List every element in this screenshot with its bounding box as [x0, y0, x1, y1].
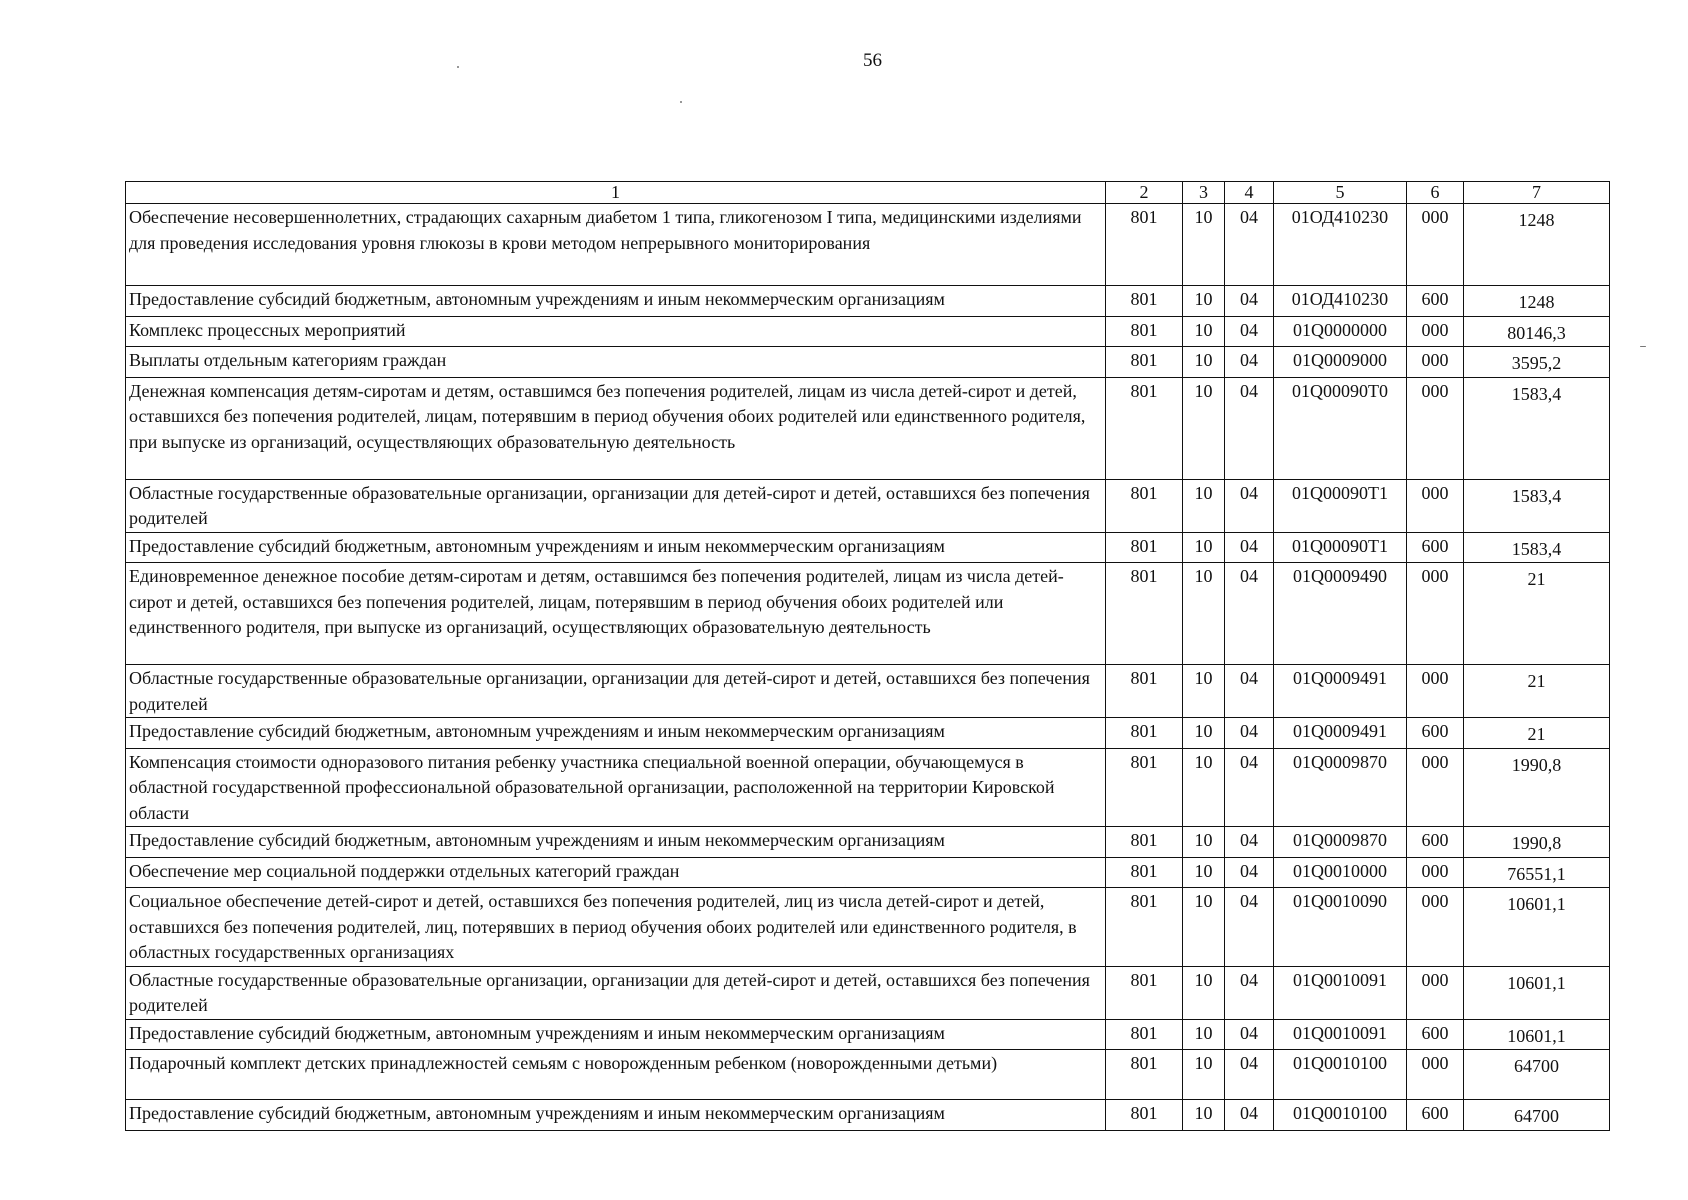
row-col-6: 000 [1407, 347, 1464, 378]
table-row [126, 748, 1610, 827]
row-col-4: 04 [1225, 1100, 1274, 1131]
header-col-7: 7 [1464, 182, 1610, 204]
row-col-6: 000 [1407, 316, 1464, 347]
row-col-5: 01Q0009000 [1274, 347, 1407, 378]
row-col-4: 04 [1225, 563, 1274, 665]
row-col-4: 04 [1225, 347, 1274, 378]
row-col-7: 21 [1464, 665, 1610, 718]
table-row [126, 479, 1610, 532]
table-row [126, 347, 1610, 378]
header-col-2: 2 [1106, 182, 1183, 204]
row-col-5: 01Q0010000 [1274, 857, 1407, 888]
header-col-1: 1 [126, 182, 1106, 204]
header-col-3: 3 [1183, 182, 1225, 204]
row-col-4: 04 [1225, 286, 1274, 317]
row-col-6: 000 [1407, 1050, 1464, 1100]
row-col-7: 1248 [1464, 286, 1610, 317]
row-col-5: 01Q0010100 [1274, 1050, 1407, 1100]
row-name: Предоставление субсидий бюджетным, автономным учреждениям и иным некоммерческим организациям [126, 532, 1106, 563]
row-name: Областные государственные образовательные организации, организации для детей-сирот и детей, оставшихся без попечения родителей [126, 665, 1106, 718]
row-name: Социальное обеспечение детей-сирот и детей, оставшихся без попечения родителей, лиц из числа детей-сирот и детей, оставшихся без попечения родителей, лиц, потерявших в период обучения обоих родителей или единственного родителя, в областных государственных организациях [126, 888, 1106, 967]
row-col-7: 1990,8 [1464, 827, 1610, 858]
row-col-5: 01Q0010100 [1274, 1100, 1407, 1131]
row-col-2: 801 [1106, 857, 1183, 888]
row-col-3: 10 [1183, 1100, 1225, 1131]
row-col-4: 04 [1225, 1019, 1274, 1050]
row-col-2: 801 [1106, 1100, 1183, 1131]
row-col-2: 801 [1106, 563, 1183, 665]
row-col-4: 04 [1225, 377, 1274, 479]
row-col-4: 04 [1225, 204, 1274, 286]
row-col-5: 01Q0009490 [1274, 563, 1407, 665]
header-col-6: 6 [1407, 182, 1464, 204]
row-col-7: 64700 [1464, 1100, 1610, 1131]
row-col-4: 04 [1225, 665, 1274, 718]
row-col-6: 000 [1407, 888, 1464, 967]
row-name: Областные государственные образовательные организации, организации для детей-сирот и детей, оставшихся без попечения родителей [126, 966, 1106, 1019]
row-col-3: 10 [1183, 1019, 1225, 1050]
row-name: Обеспечение несовершеннолетних, страдающих сахарным диабетом 1 типа, гликогенозом I типа, медицинскими изделиями для проведения исследования уровня глюкозы в крови методом непрерывного мониторирования [126, 204, 1106, 286]
row-col-4: 04 [1225, 532, 1274, 563]
row-name: Подарочный комплект детских принадлежностей семьям с новорожденным ребенком (новорожденными детьми) [126, 1050, 1106, 1100]
row-col-7: 1248 [1464, 204, 1610, 286]
row-col-3: 10 [1183, 748, 1225, 827]
row-name: Предоставление субсидий бюджетным, автономным учреждениям и иным некоммерческим организациям [126, 1019, 1106, 1050]
row-name: Выплаты отдельным категориям граждан [126, 347, 1106, 378]
table-row [126, 966, 1610, 1019]
row-col-7: 3595,2 [1464, 347, 1610, 378]
table-row [126, 718, 1610, 749]
row-col-4: 04 [1225, 888, 1274, 967]
row-col-4: 04 [1225, 316, 1274, 347]
row-col-2: 801 [1106, 1050, 1183, 1100]
row-col-4: 04 [1225, 718, 1274, 749]
budget-table [125, 181, 1610, 1131]
row-col-6: 600 [1407, 1019, 1464, 1050]
row-col-5: 01Q00090T0 [1274, 377, 1407, 479]
row-col-2: 801 [1106, 347, 1183, 378]
row-col-6: 000 [1407, 665, 1464, 718]
table-row [126, 563, 1610, 665]
row-col-3: 10 [1183, 204, 1225, 286]
row-col-4: 04 [1225, 966, 1274, 1019]
table-row [126, 827, 1610, 858]
row-col-7: 76551,1 [1464, 857, 1610, 888]
row-col-5: 01ОД410230 [1274, 204, 1407, 286]
row-col-2: 801 [1106, 377, 1183, 479]
table-row [126, 286, 1610, 317]
row-col-3: 10 [1183, 966, 1225, 1019]
row-col-5: 01Q0009491 [1274, 665, 1407, 718]
table-row [126, 377, 1610, 479]
row-col-6: 000 [1407, 479, 1464, 532]
row-name: Комплекс процессных мероприятий [126, 316, 1106, 347]
row-col-6: 000 [1407, 204, 1464, 286]
table-row [126, 532, 1610, 563]
row-col-6: 600 [1407, 1100, 1464, 1131]
row-col-6: 000 [1407, 748, 1464, 827]
row-col-6: 600 [1407, 827, 1464, 858]
row-name: Предоставление субсидий бюджетным, автономным учреждениям и иным некоммерческим организациям [126, 1100, 1106, 1131]
row-col-2: 801 [1106, 748, 1183, 827]
row-col-5: 01Q0009870 [1274, 827, 1407, 858]
row-name: Областные государственные образовательные организации, организации для детей-сирот и детей, оставшихся без попечения родителей [126, 479, 1106, 532]
table-row [126, 888, 1610, 967]
row-col-3: 10 [1183, 857, 1225, 888]
row-col-2: 801 [1106, 888, 1183, 967]
row-col-7: 10601,1 [1464, 966, 1610, 1019]
row-col-5: 01Q0010091 [1274, 966, 1407, 1019]
row-col-5: 01Q0010091 [1274, 1019, 1407, 1050]
row-name: Денежная компенсация детям-сиротам и детям, оставшимся без попечения родителей, лицам из числа детей-сирот и детей, оставшихся без попечения родителей, лицам, потерявшим в период обучения обоих родителей или единственного родителя, при выпуске из организаций, осуществляющих образовательную деятельность [126, 377, 1106, 479]
row-col-7: 64700 [1464, 1050, 1610, 1100]
row-col-7: 21 [1464, 563, 1610, 665]
header-col-5: 5 [1274, 182, 1407, 204]
table-row [126, 1019, 1610, 1050]
row-col-7: 1990,8 [1464, 748, 1610, 827]
row-name: Компенсация стоимости одноразового питания ребенку участника специальной военной операции, обучающемуся в областной государственной профессиональной образовательной организации, расположенной на территории Кировской области [126, 748, 1106, 827]
row-col-6: 600 [1407, 718, 1464, 749]
row-col-6: 600 [1407, 286, 1464, 317]
row-col-3: 10 [1183, 827, 1225, 858]
row-col-4: 04 [1225, 479, 1274, 532]
row-col-7: 21 [1464, 718, 1610, 749]
row-col-3: 10 [1183, 347, 1225, 378]
row-col-4: 04 [1225, 857, 1274, 888]
row-col-4: 04 [1225, 748, 1274, 827]
row-col-3: 10 [1183, 1050, 1225, 1100]
row-col-3: 10 [1183, 665, 1225, 718]
row-col-6: 000 [1407, 857, 1464, 888]
row-col-3: 10 [1183, 479, 1225, 532]
row-col-4: 04 [1225, 827, 1274, 858]
table-row [126, 1050, 1610, 1100]
row-col-7: 80146,3 [1464, 316, 1610, 347]
row-col-3: 10 [1183, 532, 1225, 563]
table-body [126, 204, 1610, 1131]
row-col-5: 01ОД410230 [1274, 286, 1407, 317]
row-name: Предоставление субсидий бюджетным, автономным учреждениям и иным некоммерческим организациям [126, 286, 1106, 317]
row-col-7: 1583,4 [1464, 377, 1610, 479]
row-name: Предоставление субсидий бюджетным, автономным учреждениям и иным некоммерческим организациям [126, 827, 1106, 858]
row-col-6: 000 [1407, 563, 1464, 665]
row-col-2: 801 [1106, 966, 1183, 1019]
row-col-4: 04 [1225, 1050, 1274, 1100]
row-col-7: 1583,4 [1464, 532, 1610, 563]
row-col-6: 000 [1407, 966, 1464, 1019]
table-row [126, 665, 1610, 718]
row-col-5: 01Q00090T1 [1274, 532, 1407, 563]
scan-speck [457, 66, 459, 68]
row-col-5: 01Q00090T1 [1274, 479, 1407, 532]
row-col-7: 10601,1 [1464, 1019, 1610, 1050]
row-col-5: 01Q0010090 [1274, 888, 1407, 967]
row-col-2: 801 [1106, 827, 1183, 858]
row-name: Единовременное денежное пособие детям-сиротам и детям, оставшимся без попечения родителей, лицам из числа детей-сирот и детей, оставшихся без попечения родителей, лицам, потерявшим в период обучения обоих родителей или единственного родителя, при выпуске из организаций, осуществляющих образовательную деятельность [126, 563, 1106, 665]
row-col-3: 10 [1183, 563, 1225, 665]
row-col-5: 01Q0000000 [1274, 316, 1407, 347]
page-number: 56 [863, 50, 882, 71]
row-name: Предоставление субсидий бюджетным, автономным учреждениям и иным некоммерческим организациям [126, 718, 1106, 749]
row-col-7: 10601,1 [1464, 888, 1610, 967]
scan-speck [680, 101, 682, 103]
row-col-2: 801 [1106, 286, 1183, 317]
row-col-3: 10 [1183, 316, 1225, 347]
scan-speck [1640, 346, 1646, 347]
table-row [126, 857, 1610, 888]
header-row [126, 182, 1610, 204]
row-col-2: 801 [1106, 204, 1183, 286]
row-col-6: 000 [1407, 377, 1464, 479]
row-col-2: 801 [1106, 479, 1183, 532]
row-col-3: 10 [1183, 888, 1225, 967]
row-col-7: 1583,4 [1464, 479, 1610, 532]
row-col-5: 01Q0009870 [1274, 748, 1407, 827]
row-col-3: 10 [1183, 377, 1225, 479]
table-row [126, 316, 1610, 347]
row-col-3: 10 [1183, 286, 1225, 317]
row-col-5: 01Q0009491 [1274, 718, 1407, 749]
row-col-3: 10 [1183, 718, 1225, 749]
row-col-6: 600 [1407, 532, 1464, 563]
table-row [126, 1100, 1610, 1131]
row-col-2: 801 [1106, 316, 1183, 347]
header-col-4: 4 [1225, 182, 1274, 204]
row-col-2: 801 [1106, 532, 1183, 563]
row-col-2: 801 [1106, 1019, 1183, 1050]
table-row [126, 204, 1610, 286]
row-name: Обеспечение мер социальной поддержки отдельных категорий граждан [126, 857, 1106, 888]
row-col-2: 801 [1106, 665, 1183, 718]
row-col-2: 801 [1106, 718, 1183, 749]
